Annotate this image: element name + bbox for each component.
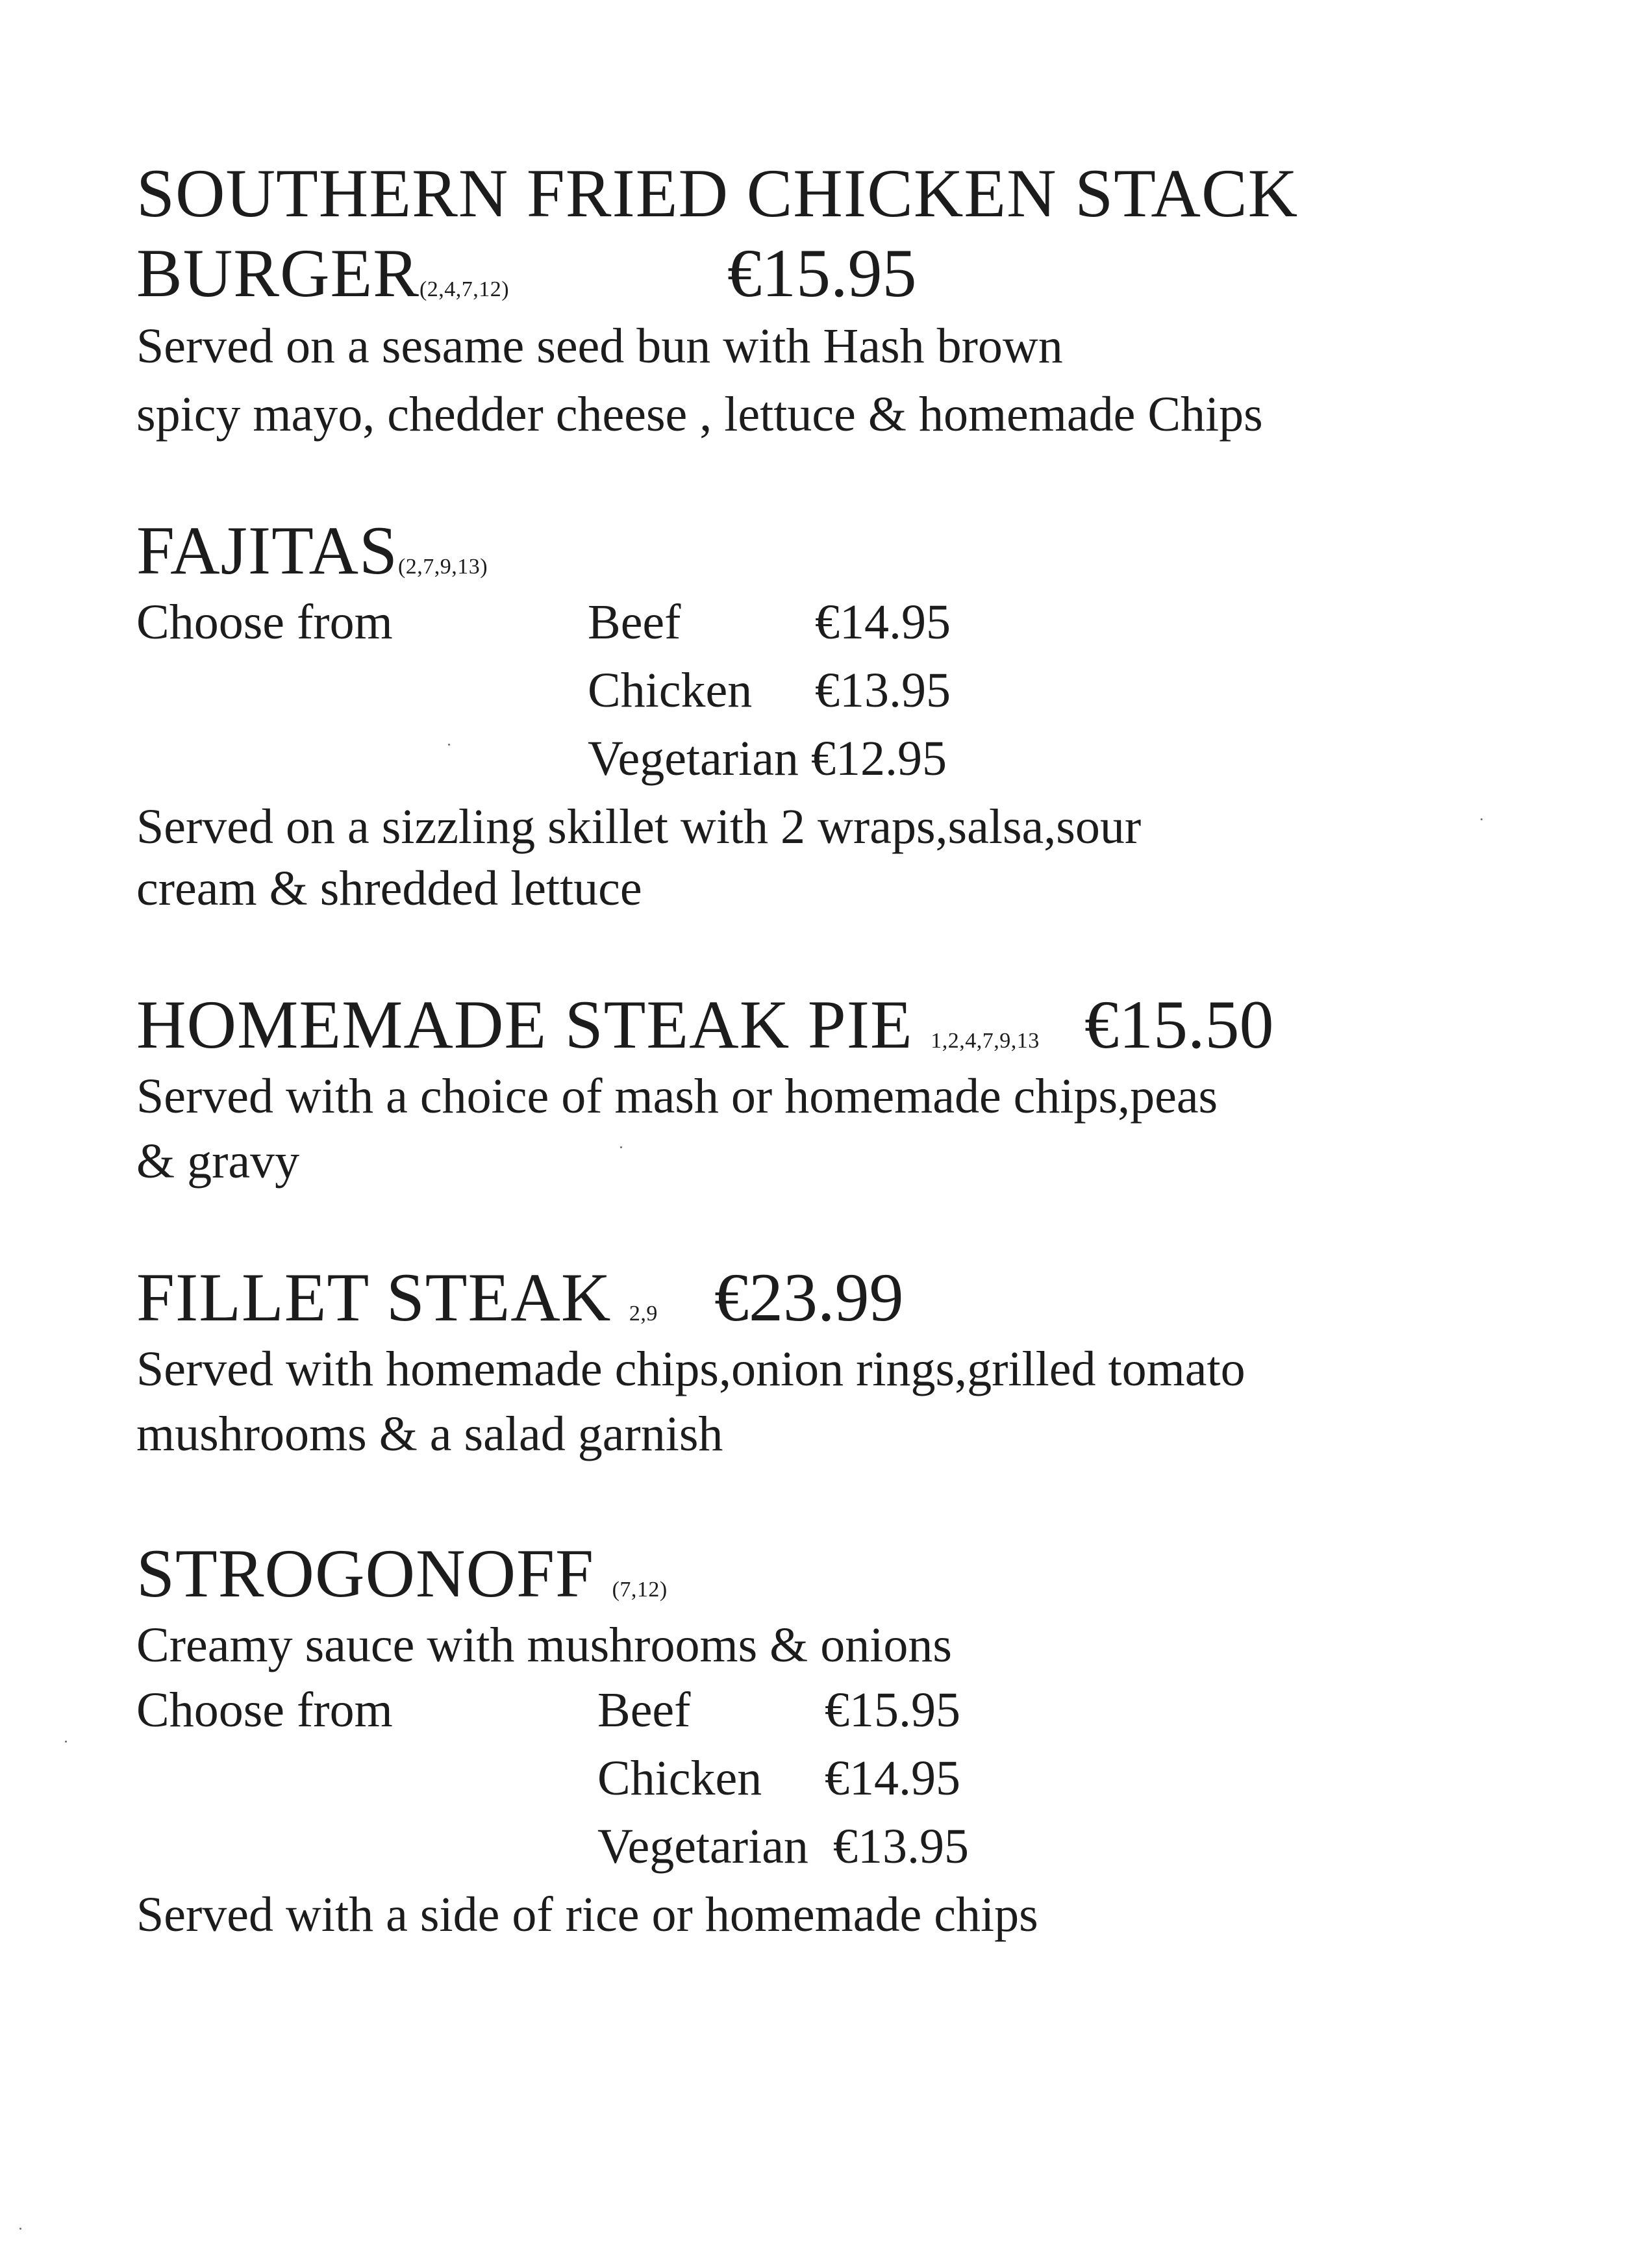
strogonoff-allergens: (7,12) [612,1578,668,1602]
steak-pie-allergens: 1,2,4,7,9,13 [931,1029,1040,1053]
strogonoff-description: Served with a side of rice or homemade chips [136,1887,1038,1942]
burger-title-line2 [136,235,510,311]
fajitas-name: FAJITAS [136,512,398,588]
burger-description-line1: Served on a sesame seed bun with Hash brown [136,319,1063,373]
strogonoff-option-vegetarian-price: €13.95 [832,1819,969,1874]
steak-pie-description-line1: Served with a choice of mash or homemade chips,peas [136,1069,1218,1124]
fajitas-option-chicken: Chicken [588,663,753,718]
burger-allergens: (2,4,7,12) [419,277,510,301]
fillet-steak-description-line2: mushrooms & a salad garnish [136,1407,723,1461]
scan-speck [448,744,450,746]
strogonoff-option-vegetarian-name: Vegetarian [597,1819,808,1874]
strogonoff-option-beef: Beef [597,1683,691,1737]
burger-name-line2: BURGER [136,235,419,311]
scan-speck [19,2228,21,2230]
burger-title-line1 [136,155,1299,231]
burger-price: €15.95 [727,235,917,311]
fillet-steak-price: €23.99 [714,1259,904,1335]
steak-pie-price: €15.50 [1084,987,1274,1063]
strogonoff-option-beef-price: €15.95 [825,1683,960,1737]
strogonoff-option-chicken-price: €14.95 [825,1751,960,1806]
scan-speck [65,1741,67,1743]
fajitas-option-beef: Beef [588,595,681,649]
scan-speck [620,1146,622,1148]
burger-name-line1: SOUTHERN FRIED CHICKEN STACK [136,155,1299,231]
fajitas-option-beef-price: €14.95 [815,595,951,649]
fillet-steak-description-line1: Served with homemade chips,onion rings,grilled tomato [136,1342,1245,1396]
steak-pie-title [136,987,1040,1063]
fajitas-choose-label: Choose from [136,595,393,649]
strogonoff-option-chicken: Chicken [597,1751,762,1806]
strogonoff-name: STROGONOFF [136,1535,595,1611]
fajitas-title [136,512,488,588]
strogonoff-title [136,1535,668,1611]
fajitas-option-chicken-price: €13.95 [815,663,951,718]
fillet-steak-name: FILLET STEAK [136,1259,612,1335]
strogonoff-choose-label: Choose from [136,1683,393,1737]
fajitas-description-line1: Served on a sizzling skillet with 2 wraps,salsa,sour [136,800,1142,854]
fajitas-option-vegetarian [588,731,947,786]
fillet-steak-title [136,1259,658,1335]
scan-speck [1481,818,1483,820]
fajitas-option-vegetarian-name: Vegetarian [588,731,799,786]
strogonoff-intro: Creamy sauce with mushrooms & onions [136,1618,952,1672]
fajitas-allergens: (2,7,9,13) [397,555,488,579]
strogonoff-option-vegetarian [597,1819,969,1874]
burger-description-line2: spicy mayo, chedder cheese , lettuce & homemade Chips [136,387,1263,442]
steak-pie-name: HOMEMADE STEAK PIE [136,987,913,1063]
steak-pie-description-line2: & gravy [136,1134,300,1189]
fajitas-option-vegetarian-price: €12.95 [810,731,947,786]
fillet-steak-allergens: 2,9 [629,1302,658,1326]
fajitas-description-line2: cream & shredded lettuce [136,861,642,916]
